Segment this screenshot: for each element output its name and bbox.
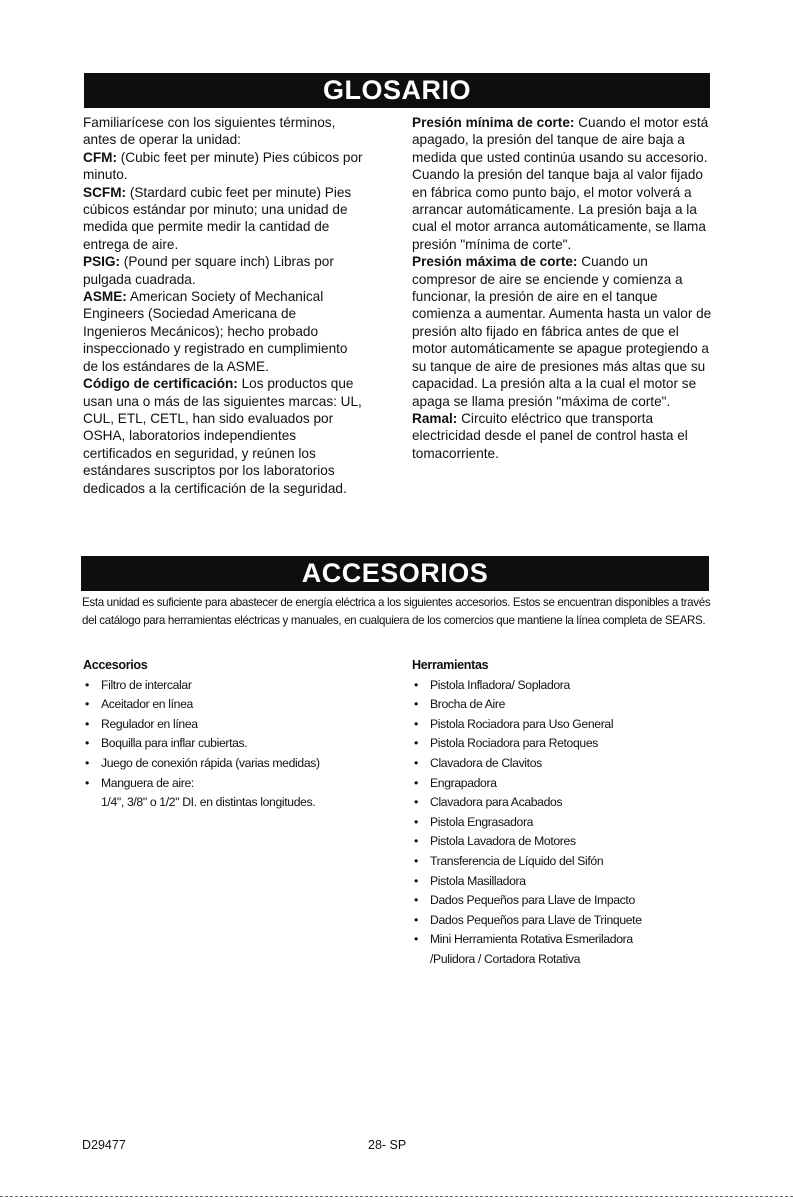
bullet-icon: •	[414, 736, 418, 751]
herramienta-item	[412, 793, 722, 813]
glossary-entry: Familiarícese con los siguientes términos, antes de operar la unidad:	[83, 115, 336, 148]
glossary-term: CFM:	[83, 149, 117, 165]
glossary-definition: Cuando un compresor de aire se enciende y comienza a funcionar, la presión de aire en el tanque comienza a aumentar. Aumenta hasta un valor de presión alto fijado en fábrica antes de que el motor automáticamente se apague protegiendo a su tanque de aire de presiones más altas que su capacidad. La presión alta a la cual el motor se apaga se llama presión "máxima de corte".	[412, 254, 712, 409]
glossary-entry-cfm	[83, 149, 363, 184]
glosario-title: GLOSARIO	[322, 75, 471, 105]
bullet-icon: •	[85, 677, 89, 692]
herramienta-item	[412, 832, 722, 852]
accesorio-item	[83, 695, 383, 715]
glossary-term: ASME:	[83, 289, 127, 305]
glossary-entry-asme	[83, 288, 363, 375]
glossary-definition: (Pound per square inch) Libras por pulgada cuadrada.	[83, 254, 334, 287]
accesorio-item-label: Manguera de aire:	[101, 775, 194, 790]
herramienta-item-label: Pistola Masilladora	[430, 873, 526, 888]
glossary-entry-ramal	[412, 410, 712, 462]
accesorio-item	[83, 715, 383, 735]
herramienta-item-label: Clavadora para Acabados	[430, 795, 563, 810]
herramienta-item-label: Pistola Rociadora para Uso General	[430, 716, 614, 731]
glossary-entry-certificacion	[83, 375, 363, 497]
bullet-icon: •	[85, 736, 89, 751]
bullet-icon: •	[414, 932, 418, 947]
herramienta-item-label: Pistola Rociadora para Retoques	[430, 736, 599, 751]
bullet-icon: •	[414, 814, 418, 829]
herramienta-item-label: Pistola Infladora/ Sopladora	[430, 677, 570, 692]
bullet-icon: •	[414, 834, 418, 849]
accesorio-item-label: Regulador en línea	[101, 716, 198, 731]
accesorio-item	[83, 754, 383, 774]
herramienta-item-label: Mini Herramienta Rotativa Esmeriladora	[430, 932, 633, 947]
herramienta-item	[412, 754, 722, 774]
herramienta-item-label: Dados Pequeños para Llave de Trinquete	[430, 912, 642, 927]
page-number: 28- SP	[368, 1138, 407, 1152]
bullet-icon: •	[414, 893, 418, 908]
glossary-definition: American Society of Mechanical Engineers (Sociedad Americana de Ingenieros Mecánicos); hecho probado inspeccionado y registrado en cumplimiento de los estándares de la ASME.	[83, 289, 348, 374]
glossary-term: Código de certificación:	[83, 376, 238, 392]
herramienta-item-label: Brocha de Aire	[430, 697, 506, 712]
bullet-icon: •	[414, 755, 418, 770]
glossary-term: PSIG:	[83, 254, 121, 270]
herramienta-item-label: Pistola Lavadora de Motores	[430, 834, 576, 849]
bullet-icon: •	[414, 775, 418, 790]
herramienta-item-label: Transferencia de Líquido del Sifón	[430, 853, 604, 868]
herramienta-item	[412, 695, 722, 715]
accesorio-item-label: Boquilla para inflar cubiertas.	[101, 736, 248, 751]
bullet-icon: •	[85, 697, 89, 712]
glossary-entry-scfm	[83, 184, 363, 254]
bullet-icon: •	[414, 912, 418, 927]
glossary-definition: (Cubic feet per minute) Pies cúbicos por minuto.	[83, 149, 363, 183]
herramienta-item	[412, 852, 722, 872]
herramienta-item	[412, 911, 722, 931]
glossary-entry-psig	[83, 253, 363, 288]
accesorio-item-label: Filtro de intercalar	[101, 677, 192, 692]
herramientas-heading: Herramientas	[412, 658, 489, 672]
glossary-definition: Cuando el motor está apagado, la presión del tanque de aire baja a medida que usted continúa usando su accesorio. Cuando la presión del tanque baja al valor fijado en fábrica como punto bajo, el motor volverá a arrancar automáticamente. La presión baja a la cual el motor arranca automáticamente, se llama presión "mínima de corte".	[412, 115, 709, 252]
herramienta-item	[412, 891, 722, 911]
bullet-icon: •	[414, 677, 418, 692]
glossary-definition: Los productos que usan una o más de las siguientes marcas: UL, CUL, ETL, CETL, han sido evaluados por OSHA, laboratorios independientes certificados en seguridad, y reúnen los estándares suscriptos por los laboratorios dedicados a la certificación de la seguridad.	[83, 376, 362, 496]
herramienta-item-label: Dados Pequeños para Llave de Impacto	[430, 893, 635, 908]
accesorio-item	[83, 676, 383, 696]
accesorios-list	[83, 676, 383, 813]
herramienta-item	[412, 676, 722, 696]
bullet-icon: •	[414, 853, 418, 868]
accesorios-list-column	[83, 656, 383, 813]
accesorio-item-detail: 1/4", 3/8" o 1/2" DI. en distintas longitudes.	[101, 795, 316, 810]
herramienta-item	[412, 872, 722, 892]
glossary-left-column	[83, 114, 363, 497]
document-code: D29477	[82, 1138, 126, 1152]
accesorio-item-label: Juego de conexión rápida (varias medidas)	[101, 755, 320, 770]
accesorios-banner	[81, 556, 709, 591]
page-bottom-rule	[0, 1196, 793, 1197]
accesorio-item	[83, 774, 383, 813]
glossary-entry-presion-maxima	[412, 253, 712, 410]
accesorios-heading: Accesorios	[83, 658, 148, 672]
herramienta-item	[412, 715, 722, 735]
accesorios-title: ACCESORIOS	[301, 558, 489, 588]
herramientas-list-column	[412, 656, 722, 970]
accesorios-intro: Esta unidad es suficiente para abastecer de energía eléctrica a los siguientes accesorios. Estos se encuentran disponibles a través del catálogo para herramientas eléctricas y manuales, en cualquiera de los comercios que mantiene la línea completa de SEARS.	[82, 596, 711, 627]
glossary-term: SCFM:	[83, 184, 127, 200]
glossary-term: Ramal:	[412, 410, 458, 426]
glossary-term: Presión mínima de corte:	[412, 115, 575, 130]
bullet-icon: •	[85, 775, 89, 790]
bullet-icon: •	[414, 697, 418, 712]
herramientas-list	[412, 676, 722, 970]
glossary-right-column	[412, 114, 712, 462]
glossary-definition: (Stardard cubic feet per minute) Pies cúbicos estándar por minuto; una unidad de medida que permite medir la cantidad de entrega de aire.	[83, 184, 352, 252]
herramienta-item	[412, 813, 722, 833]
bullet-icon: •	[414, 716, 418, 731]
herramienta-item	[412, 930, 722, 969]
glossary-entry-presion-minima	[412, 114, 712, 253]
herramienta-item	[412, 734, 722, 754]
bullet-icon: •	[414, 873, 418, 888]
glossary-definition: Circuito eléctrico que transporta electricidad desde el panel de control hasta el tomacorriente.	[412, 410, 688, 461]
herramienta-item-detail: /Pulidora / Cortadora Rotativa	[430, 951, 581, 966]
herramienta-item-label: Pistola Engrasadora	[430, 814, 534, 829]
herramienta-item-label: Engrapadora	[430, 775, 497, 790]
glosario-banner	[84, 73, 710, 108]
herramienta-item	[412, 774, 722, 794]
bullet-icon: •	[85, 755, 89, 770]
accesorio-item-label: Aceitador en línea	[101, 697, 193, 712]
glossary-term: Presión máxima de corte:	[412, 254, 578, 270]
bullet-icon: •	[414, 795, 418, 810]
accesorio-item	[83, 734, 383, 754]
herramienta-item-label: Clavadora de Clavitos	[430, 755, 542, 770]
bullet-icon: •	[85, 716, 89, 731]
